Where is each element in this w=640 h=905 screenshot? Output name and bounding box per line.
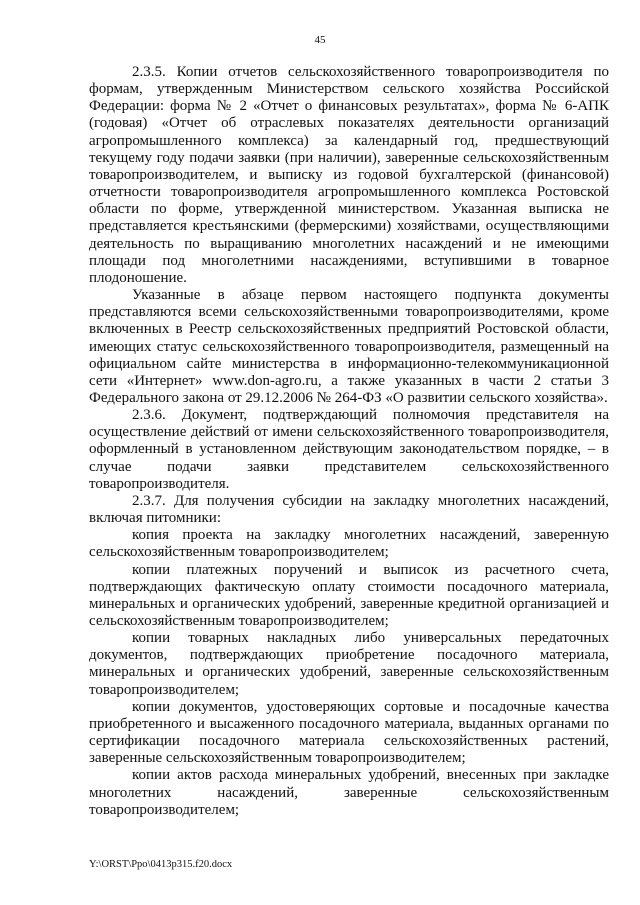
list-item-quality-documents: копии документов, удостоверяющих сортовые и посадочные качества приобретенного и высаженного посадочного материала, выданных органами по сертификации посадочного материала сельскохозяйственных растений, заверенные сельскохозяйственным товаропроизводителем; <box>89 698 609 767</box>
document-body <box>89 64 609 819</box>
list-item-fertilizer-acts: копии актов расхода минеральных удобрений, внесенных при закладке многолетних насаждений, заверенные сельскохозяйственным товаропроизводителем; <box>89 767 609 818</box>
paragraph-2-3-7: 2.3.7. Для получения субсидии на закладку многолетних насаждений, включая питомники: <box>89 492 609 527</box>
list-item-project-copy: копия проекта на закладку многолетних насаждений, заверенную сельскохозяйственным товаропроизводителем; <box>89 527 609 561</box>
page-number: 45 <box>314 34 326 46</box>
list-item-invoices: копии товарных накладных либо универсальных передаточных документов, подтверждающих приобретение посадочного материала, минеральных и органических удобрений, заверенные сельскохозяйственным товаропроизводителем; <box>89 630 609 698</box>
list-item-payment-orders: копии платежных поручений и выписок из расчетного счета, подтверждающих фактическую оплату стоимости посадочного материала, минеральных и органических удобрений, заверенные кредитной организацией и сельскохозяйственным товаропроизводителем; <box>89 561 609 629</box>
file-path-footer: Y:\ORST\Ppo\0413p315.f20.docx <box>89 859 233 870</box>
paragraph-2-3-6: 2.3.6. Документ, подтверждающий полномочия представителя на осуществление действий от имени сельскохозяйственного товаропроизводителя, оформленный в установленном действующим законодательством порядке, – в случае подачи заявки представителем сельскохозяйственного товаропроизводителя. <box>89 407 609 492</box>
paragraph-documents-note: Указанные в абзаце первом настоящего подпункта документы представляются всеми сельскохозяйственными товаропроизводителями, кроме включенных в Реестр сельскохозяйственных предприятий Ростовской области, имеющих статус сельскохозяйственного товаропроизводителя, размещенный на официальном сайте министерства в информационно-телекоммуникационной сети «Интернет» www.don-agro.ru, а также указанных в части 2 статьи 3 Федерального закона от 29.12.2006 № 264-ФЗ «О развитии сельского хозяйства». <box>89 287 609 406</box>
paragraph-2-3-5: 2.3.5. Копии отчетов сельскохозяйственного товаропроизводителя по формам, утвержденным Министерством сельского хозяйства Российской Федерации: форма № 2 «Отчет о финансовых результатах», форма № 6-АПК (годовая) «Отчет об отраслевых показателях деятельности организаций агропромышленного комплекса) за календарный год, предшествующий текущему году подачи заявки (при наличии), заверенные сельскохозяйственным товаропроизводителем, и выписку из годовой бухгалтерской (финансовой) отчетности товаропроизводителя агропромышленного комплекса Ростовской области по форме, утвержденной министерством. Указанная выписка не представляется крестьянскими (фермерскими) хозяйствами, осуществляющими деятельность по выращиванию многолетних насаждений и не имеющими площади под многолетними насаждениями, вступившими в товарное плодоношение. <box>89 64 609 286</box>
